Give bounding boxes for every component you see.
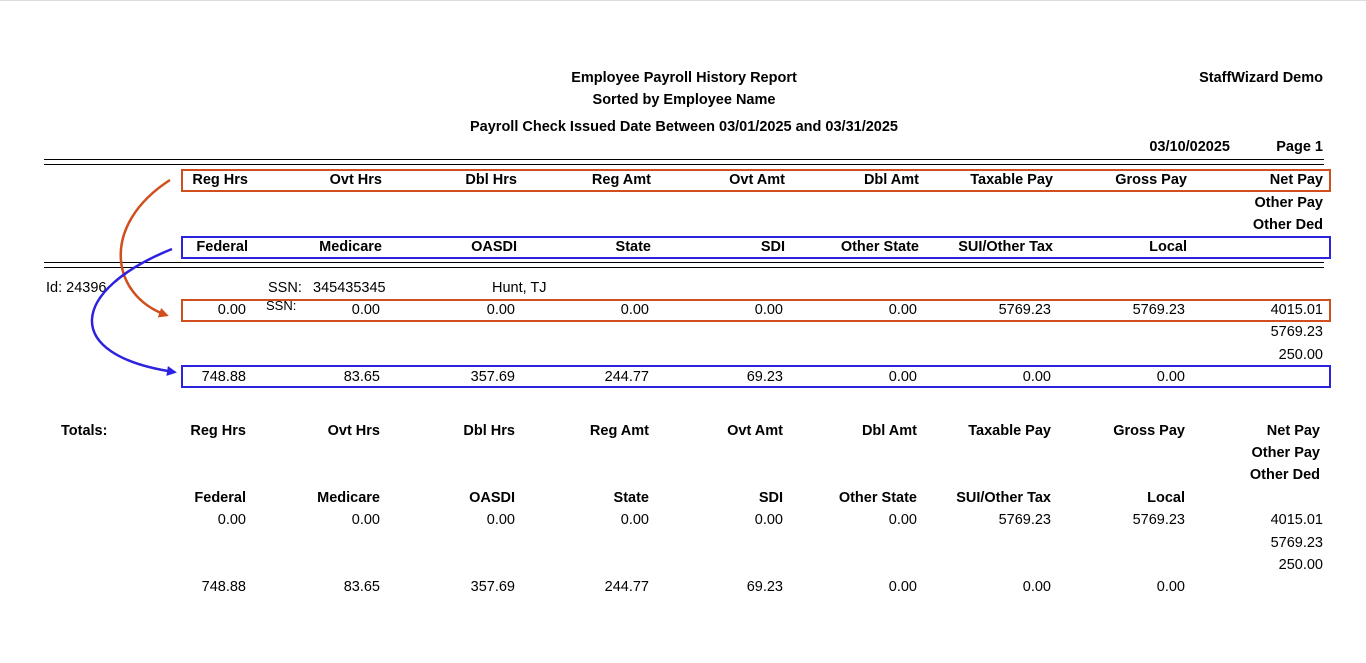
- report-subtitle: Sorted by Employee Name: [592, 92, 776, 108]
- employee-state: 244.77: [604, 369, 649, 385]
- orange-arrow: [121, 180, 170, 315]
- company-name: StaffWizard Demo: [1199, 70, 1323, 86]
- employee-ssn-value: 345435345: [313, 280, 386, 296]
- col-header-taxable-pay: Taxable Pay: [970, 172, 1053, 188]
- totals-header-other-state: Other State: [838, 490, 917, 506]
- employee-taxable-pay: 5769.23: [998, 302, 1051, 318]
- employee-ssn-overflow: SSN:: [266, 298, 297, 313]
- employee-medicare: 83.65: [343, 369, 380, 385]
- employee-reg-hrs: 0.00: [217, 302, 246, 318]
- employee-oasdi: 357.69: [470, 369, 515, 385]
- employee-ovt-amt: 0.00: [754, 302, 783, 318]
- col-header-dbl-hrs: Dbl Hrs: [465, 172, 517, 188]
- col-header-ovt-amt: Ovt Amt: [729, 172, 785, 188]
- totals-other-ded: 250.00: [1278, 557, 1323, 573]
- col-header-net-pay: Net Pay: [1269, 172, 1323, 188]
- totals-header-dbl-amt: Dbl Amt: [861, 423, 917, 439]
- totals-header-other-pay: Other Pay: [1251, 445, 1320, 461]
- totals-header-sdi: SDI: [758, 490, 783, 506]
- employee-reg-amt: 0.00: [620, 302, 649, 318]
- totals-sdi: 69.23: [746, 579, 783, 595]
- totals-medicare: 83.65: [343, 579, 380, 595]
- employee-other-pay: 5769.23: [1270, 324, 1323, 340]
- col-header-sdi: SDI: [760, 239, 785, 255]
- totals-header-ovt-hrs: Ovt Hrs: [327, 423, 380, 439]
- col-header-dbl-amt: Dbl Amt: [863, 172, 919, 188]
- col-header-ovt-hrs: Ovt Hrs: [329, 172, 382, 188]
- totals-reg-amt: 0.00: [620, 512, 649, 528]
- totals-header-reg-hrs: Reg Hrs: [190, 423, 246, 439]
- totals-header-oasdi: OASDI: [469, 490, 515, 506]
- col-header-reg-hrs: Reg Hrs: [192, 172, 248, 188]
- col-header-gross-pay: Gross Pay: [1115, 172, 1187, 188]
- totals-header-dbl-hrs: Dbl Hrs: [463, 423, 515, 439]
- totals-label: Totals:: [61, 423, 108, 439]
- totals-ovt-hrs: 0.00: [351, 512, 380, 528]
- employee-net-pay: 4015.01: [1270, 302, 1323, 318]
- page-number: Page 1: [1276, 139, 1323, 155]
- col-header-oasdi: OASDI: [471, 239, 517, 255]
- totals-header-other-ded: Other Ded: [1249, 467, 1320, 483]
- col-header-local: Local: [1149, 239, 1187, 255]
- col-header-medicare: Medicare: [319, 239, 382, 255]
- employee-other-state: 0.00: [888, 369, 917, 385]
- col-header-federal: Federal: [196, 239, 248, 255]
- totals-other-pay: 5769.23: [1270, 535, 1323, 551]
- col-header-other-ded: Other Ded: [1252, 217, 1323, 233]
- employee-name: Hunt, TJ: [492, 280, 547, 296]
- totals-taxable-pay: 5769.23: [998, 512, 1051, 528]
- totals-oasdi: 357.69: [470, 579, 515, 595]
- totals-dbl-amt: 0.00: [888, 512, 917, 528]
- employee-dbl-hrs: 0.00: [486, 302, 515, 318]
- totals-state: 244.77: [604, 579, 649, 595]
- totals-header-federal: Federal: [194, 490, 246, 506]
- employee-sui-other-tax: 0.00: [1022, 369, 1051, 385]
- totals-net-pay: 4015.01: [1270, 512, 1323, 528]
- totals-sui-other-tax: 0.00: [1022, 579, 1051, 595]
- col-header-other-pay: Other Pay: [1254, 195, 1323, 211]
- totals-reg-hrs: 0.00: [217, 512, 246, 528]
- totals-dbl-hrs: 0.00: [486, 512, 515, 528]
- employee-ssn-label: SSN:: [268, 280, 302, 296]
- col-header-other-state: Other State: [840, 239, 919, 255]
- col-header-reg-amt: Reg Amt: [591, 172, 651, 188]
- col-header-sui-other-tax: SUI/Other Tax: [958, 239, 1053, 255]
- totals-header-taxable-pay: Taxable Pay: [968, 423, 1051, 439]
- totals-gross-pay: 5769.23: [1132, 512, 1185, 528]
- employee-ovt-hrs: 0.00: [351, 302, 380, 318]
- report-title: Employee Payroll History Report: [571, 70, 797, 86]
- employee-sdi: 69.23: [746, 369, 783, 385]
- totals-header-gross-pay: Gross Pay: [1113, 423, 1185, 439]
- employee-other-ded: 250.00: [1278, 347, 1323, 363]
- print-date: 03/10/02025: [1149, 139, 1230, 155]
- blue-arrow: [92, 249, 174, 372]
- totals-header-sui-other-tax: SUI/Other Tax: [956, 490, 1051, 506]
- totals-header-local: Local: [1147, 490, 1185, 506]
- totals-ovt-amt: 0.00: [754, 512, 783, 528]
- totals-other-state: 0.00: [888, 579, 917, 595]
- totals-federal: 748.88: [201, 579, 246, 595]
- employee-dbl-amt: 0.00: [888, 302, 917, 318]
- totals-header-reg-amt: Reg Amt: [589, 423, 649, 439]
- totals-header-state: State: [613, 490, 649, 506]
- employee-id: Id: 24396: [46, 280, 107, 296]
- col-header-state: State: [615, 239, 651, 255]
- totals-header-medicare: Medicare: [317, 490, 380, 506]
- totals-local: 0.00: [1156, 579, 1185, 595]
- totals-header-net-pay: Net Pay: [1266, 423, 1320, 439]
- employee-gross-pay: 5769.23: [1132, 302, 1185, 318]
- employee-federal: 748.88: [201, 369, 246, 385]
- employee-local: 0.00: [1156, 369, 1185, 385]
- totals-header-ovt-amt: Ovt Amt: [727, 423, 783, 439]
- report-date-range: Payroll Check Issued Date Between 03/01/2025 and 03/31/2025: [470, 119, 898, 135]
